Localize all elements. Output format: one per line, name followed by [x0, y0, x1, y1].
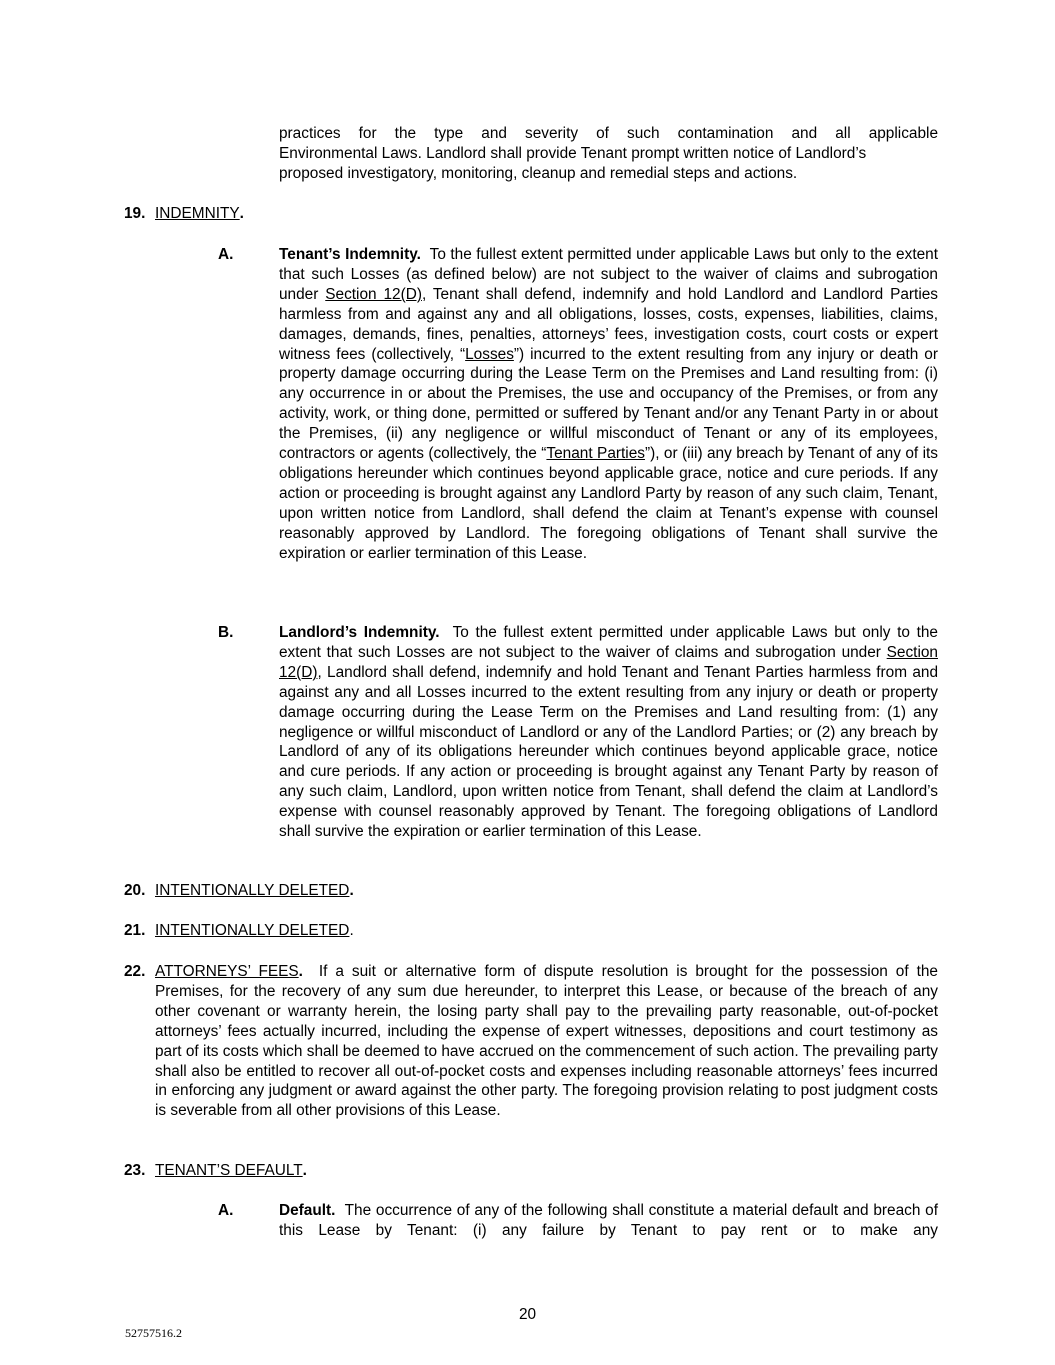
section-19a-text-3: ”) incurred to the extent resulting from any injury or death or property damage occurring during the Lease Term on the Premises and Land resulting from: (i) any occurrence in or about the Premises, the use and occupancy of the Premises, or from any activity, work, or thing done, permitted or suffered by Tenant and/or any Tenant Party in or about the Premises, (ii) any negligence or willful misconduct of Tenant or any of its employees, contractors or agents (collectively, the “ [279, 345, 938, 463]
section-19-title: INDEMNITY [155, 205, 240, 222]
section-19a-label: A. [218, 246, 234, 263]
section-21-heading [155, 921, 354, 941]
section-20-title: INTENTIONALLY DELETED [155, 882, 350, 899]
section-23-title: TENANT’S DEFAULT [155, 1162, 303, 1179]
section-19a-text-1: To the fullest extent permitted under applicable Laws but only to the extent that such Losses (as defined below) are not subject to the waiver of claims and subrogation under [279, 246, 938, 303]
section-20-heading [155, 881, 354, 901]
intro-paragraph [279, 124, 938, 184]
section-19-heading [155, 204, 244, 224]
section-21-title: INTENTIONALLY DELETED [155, 922, 350, 939]
section-19a-text-4: ”), or (iii) any breach by Tenant of any of its obligations hereunder which continues beyond applicable grace, notice and cure periods. If any action or proceeding is brought against any Landlord Party by reason of any such claim, Tenant, upon written notice from Landlord, shall defend the claim at Tenant’s expense with counsel reasonably approved by Landlord. The foregoing obligations of Tenant shall survive the expiration or earlier termination of this Lease. [279, 445, 939, 562]
section-19a-ref: Section 12(D) [325, 285, 422, 303]
page-number: 20 [518, 1306, 537, 1323]
section-19a-term-losses: Losses [465, 345, 514, 363]
section-23-punct: . [302, 1162, 307, 1179]
section-23a-text: The occurrence of any of the following shall constitute a material default and breach of this Lease by Tenant: (i) any failure by Tenant to pay rent or to make any [279, 1202, 938, 1239]
section-19b-text-1: To the fullest extent permitted under applicable Laws but only to the extent that such Losses are not subject to the waiver of claims and subrogation under [279, 624, 938, 661]
section-23-number: 23. [124, 1162, 146, 1179]
section-23a-title: Default. [279, 1202, 336, 1219]
section-23-heading [155, 1161, 307, 1181]
section-19b-paragraph [279, 623, 938, 842]
section-19a-term-tenant-parties: Tenant Parties [546, 445, 645, 463]
section-22-paragraph [155, 962, 938, 1121]
section-19b-label: B. [218, 624, 234, 641]
section-22-title: ATTORNEYS’ FEES [155, 963, 299, 980]
document-id: 52757516.2 [125, 1326, 182, 1340]
section-19-punct: . [239, 205, 244, 222]
section-19b-text-2: , Landlord shall defend, indemnify and hold Tenant and Tenant Parties harmless from and against any and all Losses incurred to the extent resulting from any injury or death or property damage occurring during the Lease Term on the Premises and Land resulting from: (1) any negligence or willful misconduct of Landlord or any of the Landlord Parties; or (2) any breach by Landlord of any of its obligations hereunder which continues beyond applicable grace, notice and cure periods. If any action or proceeding is brought against any Tenant Party by reason of any such claim, Landlord, upon written notice from Tenant, shall defend the claim at Landlord’s expense with counsel reasonably approved by Tenant. The foregoing obligations of Landlord shall survive the expiration or earlier termination of this Lease. [279, 663, 938, 841]
section-20-punct: . [349, 882, 354, 899]
section-19b-ref: Section 12(D) [279, 643, 938, 681]
section-22-number: 22. [124, 963, 146, 980]
section-20-number: 20. [124, 882, 146, 899]
section-21-number: 21. [124, 922, 146, 939]
section-19-number: 19. [124, 205, 146, 222]
section-19a-title: Tenant’s Indemnity. [279, 246, 421, 263]
section-19a-paragraph [279, 245, 938, 564]
section-19a-text-2: , Tenant shall defend, indemnify and hold Landlord and Landlord Parties harmless from and against any and all obligations, losses, costs, expenses, liabilities, claims, damages, demands, fines, penalties, attorneys’ fees, investigation costs, court costs or expert witness fees (collectively, “ [279, 285, 938, 363]
section-23a-label: A. [218, 1202, 234, 1219]
section-22-punct: . [298, 963, 303, 980]
intro-line-2: Environmental Laws. Landlord shall provide Tenant prompt written notice of Landlord’s [279, 144, 867, 162]
intro-line-3: proposed investigatory, monitoring, cleanup and remedial steps and actions. [279, 164, 798, 182]
section-22-text: If a suit or alternative form of dispute resolution is brought for the possession of the Premises, for the recovery of any sum due hereunder, to interpret this Lease, or because of the breach of any other covenant or warranty herein, the losing party shall pay to the prevailing party reasonable, out-of-pocket attorneys’ fees actually incurred, including the expense of expert witnesses, depositions and court testimony as part of its costs which shall be deemed to have accrued on the commencement of such action. The prevailing party shall also be entitled to recover all out-of-pocket costs and expenses including reasonable attorneys’ fees incurred in enforcing any judgment or award against the other party. The foregoing provision relating to post judgment costs is severable from all other provisions of this Lease. [155, 963, 938, 1120]
section-23a-paragraph [279, 1201, 938, 1241]
section-19b-title: Landlord’s Indemnity. [279, 624, 440, 641]
section-21-punct: . [349, 922, 354, 939]
intro-line-1: practices for the type and severity of such contamination and all applicable [279, 125, 938, 142]
